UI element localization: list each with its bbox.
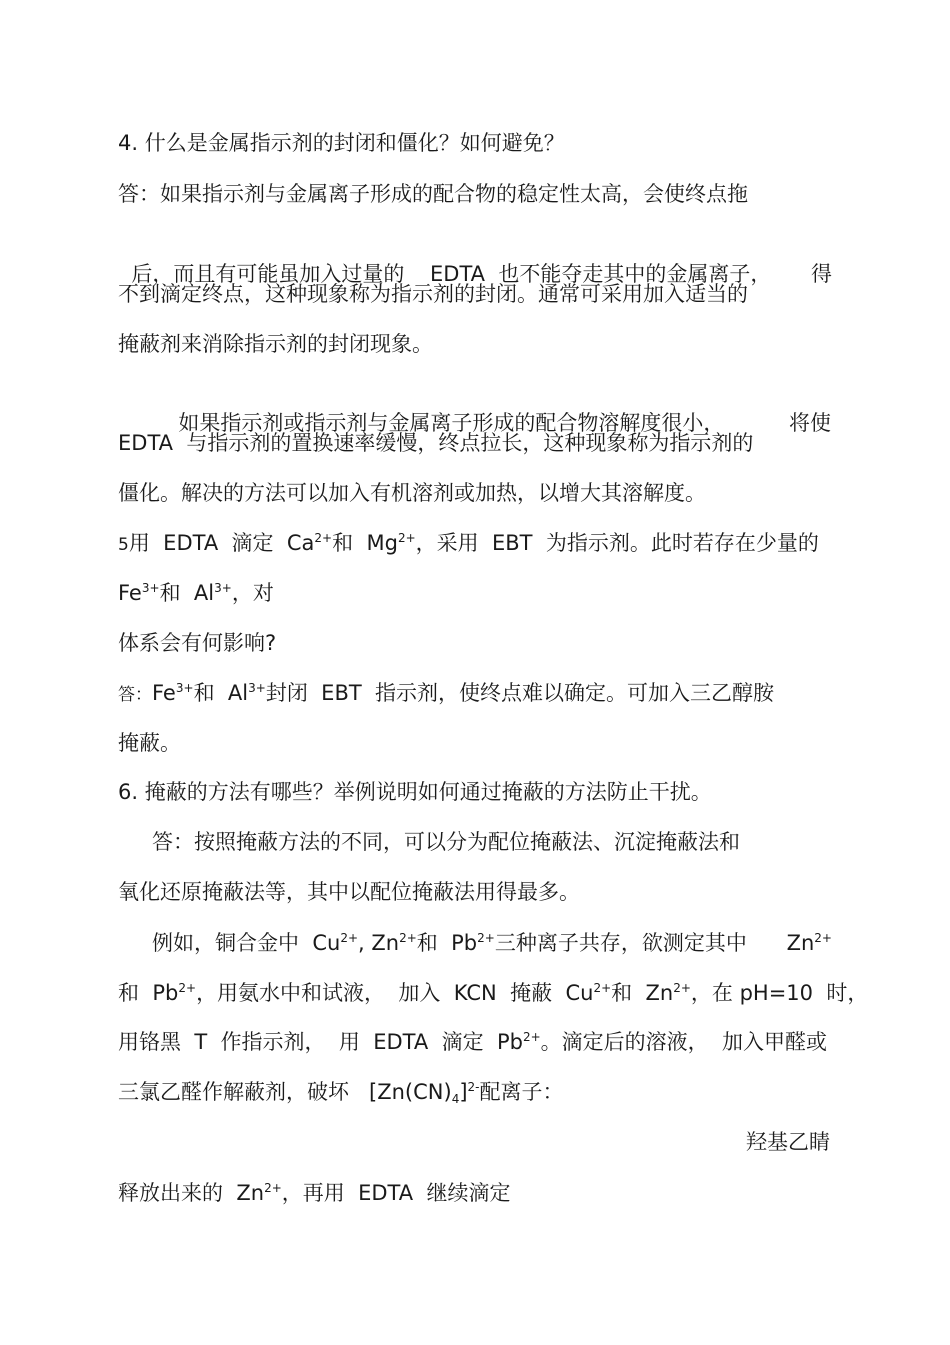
q6-example-line-4: 三氯乙醛作解蔽剂，破坏 $[Zn(CN)_4]^{2-}$配离子： xyxy=(118,1080,564,1106)
q4-line-4: 掩蔽剂来消除指示剂的封闭现象。 xyxy=(118,332,433,356)
q6-example-line-5: 释放出来的 $Zn^{2+}$，再用 EDTA 继续滴定 xyxy=(118,1181,511,1205)
q5-answer-line-1: 答：$Fe^{3+}$和 $Al^{3+}$封闭 EBT 指示剂，使终点难以确定。可加入三乙醇胺 xyxy=(118,681,775,705)
q6-product-label: 羟基乙睛 xyxy=(746,1130,830,1154)
q6-answer-line-2: 氧化还原掩蔽法等，其中以配位掩蔽法用得最多。 xyxy=(118,880,580,904)
q4-para2-line-2: EDTA 与指示剂的置换速率缓慢，终点拉长，这种现象称为指示剂的 xyxy=(118,431,754,455)
q6-example-line-3: 用铬黑 T 作指示剂， 用 EDTA 滴定 $Pb^{2+}$。滴定后的溶液， 加入甲醛或 xyxy=(118,1030,828,1054)
q4-para2-line-3: 僵化。解决的方法可以加入有机溶剂或加热，以增大其溶解度。 xyxy=(118,481,706,505)
q4-line-2: 后，而且有可能虽加入过量的 EDTA 也不能夺走其中的金属离子， 得 xyxy=(131,262,832,286)
q5-line-3: 体系会有何影响? xyxy=(118,631,277,655)
q6-example-line-1: 例如，铜合金中 $Cu^{2+}$, $Zn^{2+}$和 $Pb^{2+}$三种离子共存，欲测定其中 $Zn^{2+}$ xyxy=(152,931,832,955)
q4-line-1: 答：如果指示剂与金属离子形成的配合物的稳定性太高，会使终点拖 xyxy=(118,182,748,206)
q4-title: 4. 什么是金属指示剂的封闭和僵化？如何避免？ xyxy=(118,131,565,155)
q4-line-3: 不到滴定终点，这种现象称为指示剂的封闭。通常可采用加入适当的 xyxy=(118,282,748,306)
q6-answer-line-1: 答：按照掩蔽方法的不同，可以分为配位掩蔽法、沉淀掩蔽法和 xyxy=(152,830,740,854)
q4-para2-line-1: 如果指示剂或指示剂与金属离子形成的配合物溶解度很小， 将使 xyxy=(178,411,831,435)
q5-line-1: 5用 EDTA 滴定 $Ca^{2+}$和 $Mg^{2+}$，采用 EBT 为指示剂。此时若存在少量的 xyxy=(118,531,819,555)
q5-answer-line-2: 掩蔽。 xyxy=(118,731,181,755)
q5-line-2: $Fe^{3+}$和 $Al^{3+}$，对 xyxy=(118,581,274,605)
q6-example-line-2: 和 $Pb^{2+}$，用氨水中和试液， 加入 KCN 掩蔽 $Cu^{2+}$和 $Zn^{2+}$，在 pH=10 时， xyxy=(118,981,869,1005)
q6-title: 6. 掩蔽的方法有哪些？举例说明如何通过掩蔽的方法防止干扰。 xyxy=(118,780,712,804)
